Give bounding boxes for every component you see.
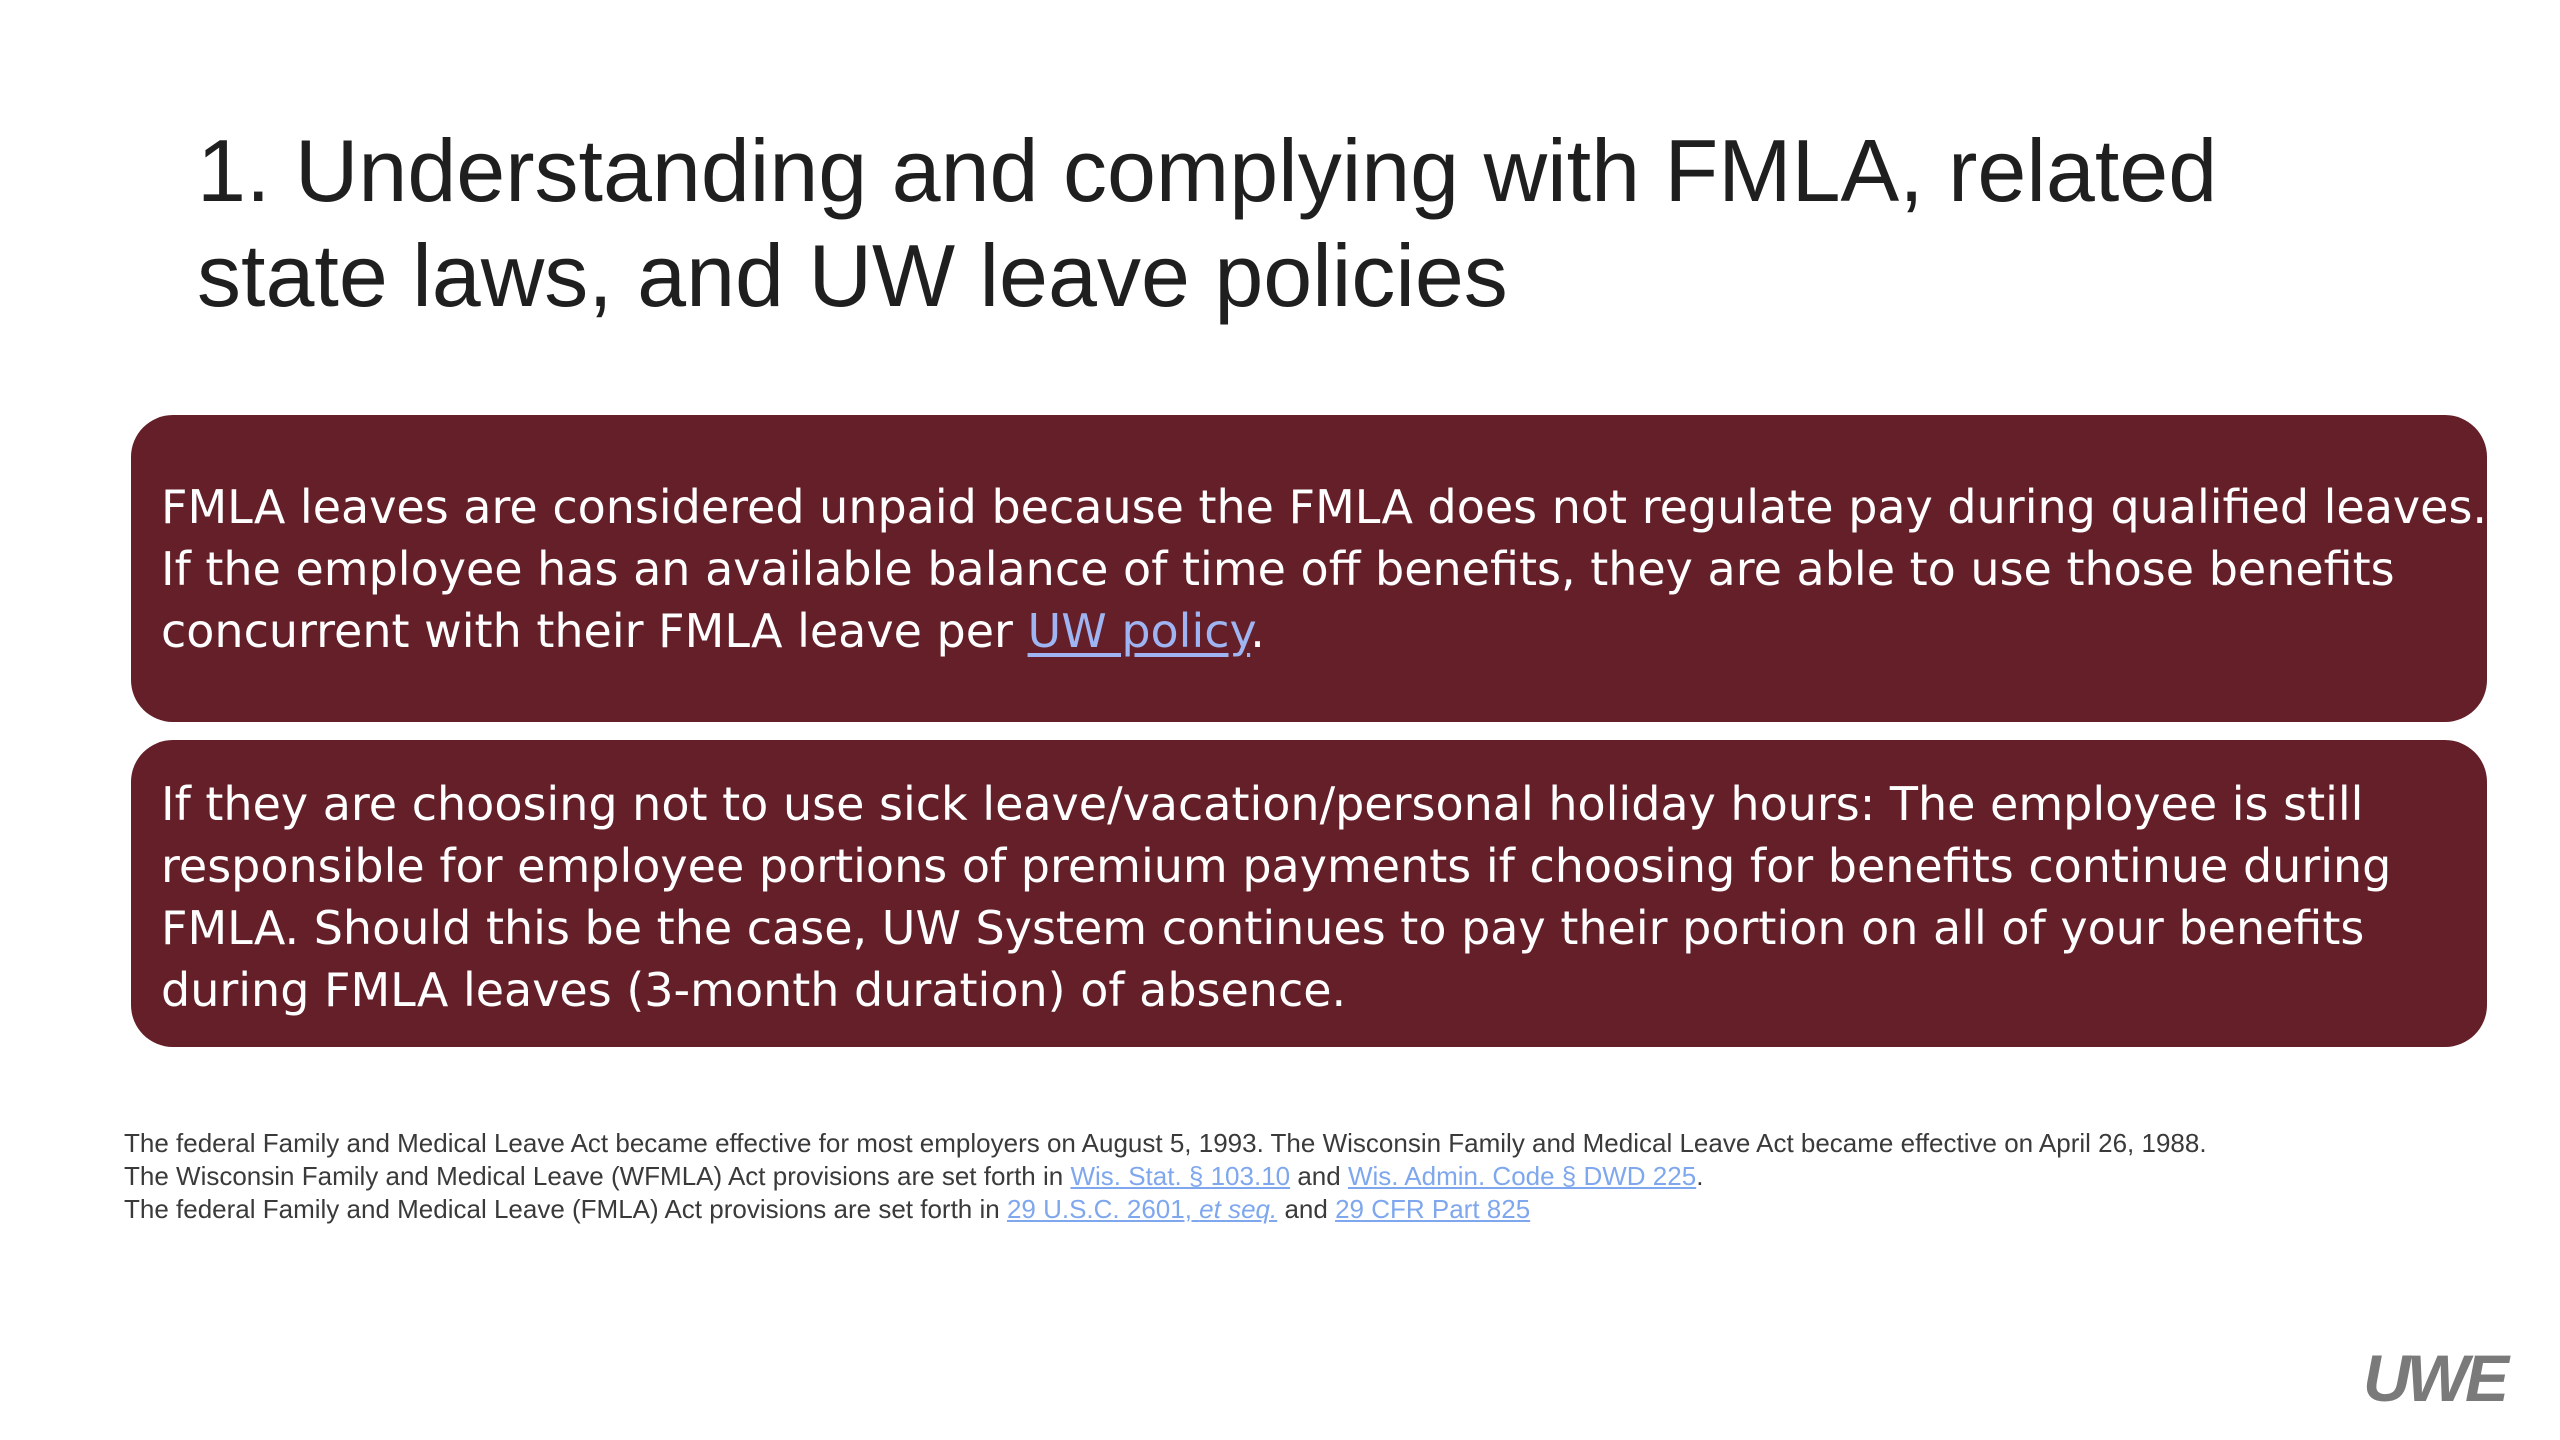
- info-box-1-line-3: [161, 600, 2457, 662]
- slide-title-line-1: 1. Understanding and complying with FMLA, related: [197, 121, 2218, 220]
- info-box-1-line-1: FMLA leaves are considered unpaid because the FMLA does not regulate pay during qualified leaves.: [161, 480, 2488, 534]
- info-box-1-line-3-text: concurrent with their FMLA leave per: [161, 604, 1028, 658]
- slide-title-line-2: state laws, and UW leave policies: [197, 226, 1508, 325]
- info-box-2-line-4: during FMLA leaves (3-month duration) of absence.: [161, 963, 1347, 1017]
- uwe-logo-icon: [2363, 1345, 2533, 1409]
- usc-2601-link[interactable]: [1007, 1194, 1277, 1224]
- info-box-2-line-3: FMLA. Should this be the case, UW System continues to pay their portion on all of your benefits: [161, 901, 2365, 955]
- uw-policy-link[interactable]: UW policy: [1027, 604, 1251, 658]
- footnote-line-2-and: and: [1290, 1161, 1348, 1191]
- wis-admin-code-link[interactable]: Wis. Admin. Code § DWD 225: [1347, 1161, 1697, 1191]
- footnote-line-3-and: and: [1277, 1194, 1336, 1224]
- usc-2601-link-etseq: et seq.: [1199, 1194, 1278, 1224]
- usc-2601-link-text: 29 U.S.C. 2601,: [1006, 1194, 1200, 1224]
- footnote-line-3-text: The federal Family and Medical Leave (FMLA) Act provisions are set forth in: [124, 1194, 1007, 1224]
- info-box-premium-payments: [131, 740, 2487, 1047]
- footnote-line-2: [124, 1160, 2424, 1193]
- footnote-line-2-text: The Wisconsin Family and Medical Leave (WFMLA) Act provisions are set forth in: [124, 1161, 1071, 1191]
- uwe-logo-text: UWE: [2363, 1345, 2505, 1409]
- footnote-line-1: The federal Family and Medical Leave Act became effective for most employers on August 5, 1993. The Wisconsin Family and Medical Leave Act became effective on April 26, 1988.: [124, 1128, 2207, 1158]
- info-box-1-line-3-period: .: [1250, 604, 1265, 658]
- info-box-unpaid-leave: [131, 415, 2487, 722]
- cfr-part-825-link[interactable]: 29 CFR Part 825: [1335, 1194, 1531, 1224]
- footnote: [124, 1127, 2424, 1226]
- footnote-line-2-period: .: [1696, 1161, 1704, 1191]
- info-box-2-line-1: If they are choosing not to use sick leave/vacation/personal holiday hours: The employee is still: [161, 777, 2364, 831]
- info-box-2-line-2: responsible for employee portions of premium payments if choosing for benefits continue during: [161, 839, 2392, 893]
- footnote-line-3: [124, 1193, 2424, 1226]
- wis-stat-link[interactable]: Wis. Stat. § 103.10: [1070, 1161, 1291, 1191]
- slide-title: [197, 118, 2397, 328]
- info-box-1-line-2: If the employee has an available balance of time off benefits, they are able to use those benefits: [161, 542, 2395, 596]
